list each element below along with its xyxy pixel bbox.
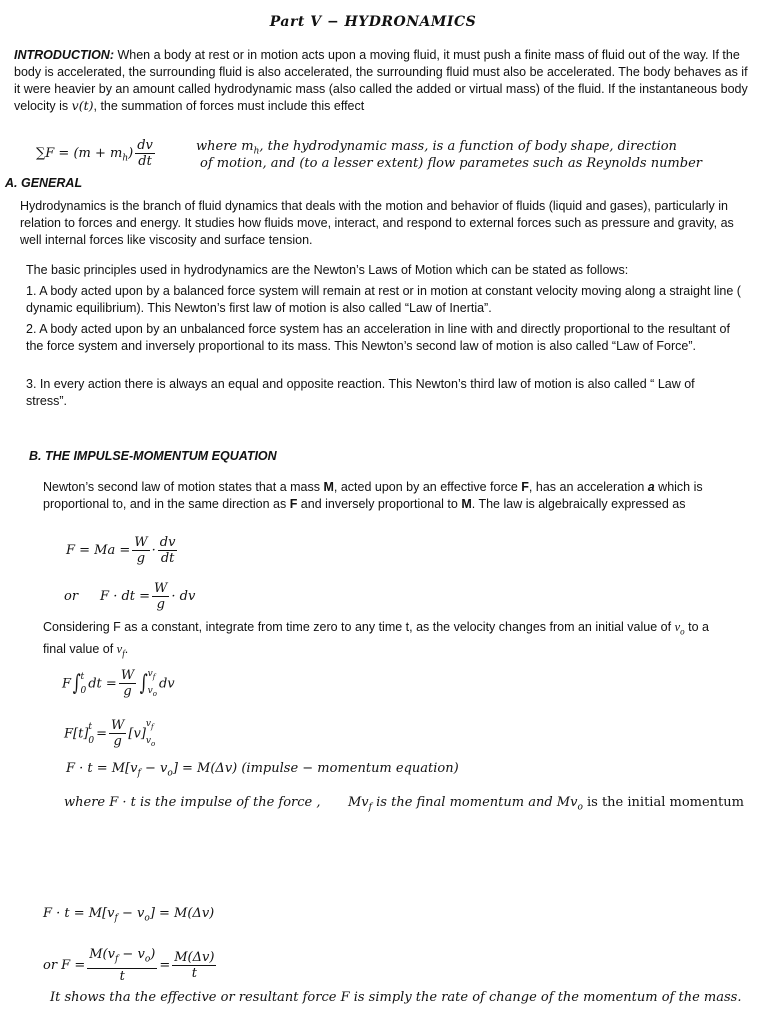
- eq1-fraction: [135, 138, 155, 169]
- intro-text: When a body at rest or in motion acts upon a moving fluid, it must push a finite mass of fluid out of the way. If the body is accelerated, the surrounding fluid is also accelerated, the surrounding fluid must also be accelerated. The body behaves as if it were heavier by an amount called hydrodynamic mass (also called the added or virtual mass) of the fluid. If the instantaneous body velocity is: [14, 48, 748, 113]
- integration-paragraph: [43, 619, 733, 662]
- eq3-num: W: [154, 581, 168, 596]
- eq4-upper2: v: [147, 669, 153, 679]
- intro-velocity: v(t): [71, 98, 94, 113]
- eq2-den1: g: [136, 551, 146, 566]
- eq4-dt: dt =: [88, 676, 117, 692]
- eq5-limits-2: [146, 717, 155, 751]
- eq5-sup2: v: [145, 719, 151, 729]
- eq2-den2: dt: [160, 551, 175, 566]
- eq6-a: F · t = M[v: [66, 761, 138, 776]
- eq8-eq: =: [159, 957, 171, 973]
- eq8-num2: M(Δv): [174, 949, 215, 965]
- where-b-sub: f: [368, 802, 372, 813]
- eq5-fraction: [109, 718, 126, 749]
- eq3-fraction: [152, 581, 169, 612]
- intro-text-end: , the summation of forces must include this effect: [93, 99, 365, 113]
- eq4-F: F: [62, 676, 72, 692]
- where-a: where F · t is the impulse of the force ,: [64, 795, 321, 810]
- eq7-mid: − v: [117, 906, 145, 921]
- eq1-lhs: ∑F = (m + m: [36, 146, 123, 161]
- equation-impulse-momentum: [66, 761, 459, 782]
- equation-force-rate: [43, 947, 218, 984]
- p2-v0-sub: o: [680, 626, 685, 637]
- p2-text-b: to a final value of: [43, 620, 709, 656]
- eq5-den: g: [113, 734, 122, 750]
- eq1-note-line2: of motion, and (to a lesser extent) flow parametes such as Reynolds number: [200, 156, 702, 171]
- eq4-upper2-sub: f: [152, 672, 156, 681]
- law-2: 2. A body acted upon by an unbalanced force system has an acceleration in line with and directly proportional to the resultant of the force system and inversely proportional to its mass. This Newton’s second law of motion is also called “Law of Force”.: [26, 322, 730, 353]
- eq4-lower1: 0: [80, 685, 87, 696]
- eq3-lhs: F · dt =: [100, 589, 151, 604]
- eq2-dot: ·: [151, 543, 156, 558]
- where-c: is the final momentum and Mv: [372, 795, 578, 810]
- law-1: 1. A body acted upon by a balanced force system will remain at rest or in motion at constant velocity moving along a straight line ( dynamic equilibrium). This Newton’s first law of motion is also called “Law of Inertia”.: [26, 284, 741, 315]
- eq8-num1-group: [87, 947, 157, 969]
- eq1-paren: ): [128, 146, 134, 161]
- where-b: Mv: [348, 795, 369, 810]
- page-title: Part V − HYDRONAMICS: [269, 14, 477, 30]
- section-b-heading: B. THE IMPULSE-MOMENTUM EQUATION: [29, 449, 277, 463]
- eq1-num: dv: [137, 138, 153, 153]
- eq8-num1-o: o: [144, 954, 151, 965]
- p1-text-d: which is proportional to, and in the same direction as: [43, 480, 703, 511]
- eq5-limits-1: [88, 720, 94, 748]
- eq6-mid: − v: [140, 761, 168, 776]
- eq8-num1-f: f: [114, 954, 119, 965]
- eq4-upper1: t: [80, 671, 85, 682]
- eq2-lhs: F = Ma =: [66, 543, 131, 558]
- eq4-limits-2: [148, 667, 157, 701]
- eq5-lhs: F[t]: [64, 726, 89, 742]
- eq8-fraction-1: [87, 947, 157, 984]
- p2-v0: v: [674, 620, 681, 634]
- eq5-sub2: v: [145, 735, 151, 746]
- eq5-sub2-sub: o: [151, 739, 156, 748]
- equation-evaluated: [64, 717, 157, 751]
- impulse-definition: [64, 795, 321, 811]
- eq3-or: or: [64, 589, 79, 604]
- eq2-fraction-dv-dt: [158, 535, 178, 566]
- eq7-a: F · t = M[v: [43, 906, 115, 921]
- p1-mass-M2: M: [461, 497, 472, 511]
- eq1-note1: where m: [196, 139, 254, 154]
- eq7-end: ] = M(Δv): [149, 906, 215, 921]
- eq3-rhs: · dv: [171, 589, 196, 604]
- eq6-end: ] = M(Δv) (impulse − momentum equation): [172, 761, 459, 776]
- eq4-den: g: [123, 684, 132, 700]
- law-3: 3. In every action there is always an equal and opposite reaction. This Newton’s third law of motion is also called “ Law of stress”.: [26, 377, 695, 408]
- p1-text-f: . The law is algebraically expressed as: [471, 497, 686, 511]
- eq5-sup: t: [88, 721, 93, 732]
- p2-text-c: .: [124, 641, 129, 656]
- eq4-num: W: [120, 668, 135, 684]
- p1-force-F: F: [521, 480, 529, 494]
- integral-sign-1: ∫: [72, 670, 81, 696]
- p2-text-a: Considering F as a constant, integrate from time zero to any time t, as the velocity changes from an initial value of: [43, 620, 675, 634]
- eq5-rhs: [v]: [128, 726, 146, 742]
- laws-intro: The basic principles used in hydrodynamics are the Newton’s Laws of Motion which can be stated as follows:: [26, 263, 629, 277]
- eq1-note2: , the hydrodynamic mass, is a function of body shape, direction: [259, 139, 677, 154]
- eq8-num1-end: ): [150, 947, 156, 962]
- p2-vf: v: [116, 641, 123, 656]
- eq1-sub: h: [122, 153, 129, 164]
- section-a-paragraph: Hydrodynamics is the branch of fluid dynamics that deals with the motion and behavior of fluids (liquid and gases), particularly in relation to forces and energy. It studies how fluids move, interact, and respond to external forces such as pressure and gravity, as well internal forces like viscosity and surface tension.: [20, 199, 734, 247]
- eq4-lower2: v: [147, 685, 153, 696]
- equation-f-ma: [66, 535, 179, 566]
- equation-impulse-momentum-repeat: [43, 906, 214, 927]
- eq8-den1: t: [119, 968, 125, 984]
- eq2-fraction-w-g: [132, 535, 149, 566]
- where-d: is the initial momentum: [582, 795, 744, 810]
- p1-text-e: and inversely proportional to: [297, 497, 462, 511]
- eq7-o: o: [144, 913, 150, 924]
- p1-text-a: Newton’s second law of motion states that a mass: [43, 480, 324, 494]
- where-c-sub: o: [577, 802, 583, 813]
- eq6-o: o: [167, 768, 173, 779]
- equation-integral: [62, 667, 175, 701]
- eq6-f: f: [137, 768, 141, 779]
- eq2-num1: W: [134, 535, 148, 550]
- eq8-num1: M(v: [89, 947, 115, 962]
- eq5-eq: =: [96, 726, 108, 742]
- intro-label: INTRODUCTION:: [14, 48, 114, 62]
- momentum-definition: [348, 795, 744, 816]
- section-b-paragraph: [43, 479, 733, 513]
- eq1-note-sub: h: [253, 146, 260, 157]
- eq8-lhs: or F =: [43, 957, 86, 973]
- equation-f-dt: [64, 581, 195, 612]
- eq3-den: g: [156, 597, 165, 612]
- eq7-f: f: [114, 913, 118, 924]
- eq5-sub: 0: [88, 735, 95, 746]
- p1-text-b: , acted upon by an effective force: [333, 480, 522, 494]
- eq5-sup2-sub: f: [151, 722, 154, 731]
- eq4-fraction: [119, 668, 136, 699]
- eq1-den: dt: [138, 154, 152, 169]
- eq4-dv: dv: [158, 676, 175, 692]
- eq8-fraction-2: [172, 950, 216, 981]
- eq2-num2: dv: [159, 535, 176, 550]
- eq4-lower2-sub: o: [152, 689, 157, 698]
- eq4-limits-1: [81, 670, 87, 698]
- p1-mass-M: M: [323, 480, 334, 494]
- p2-vf-sub: f: [122, 648, 125, 658]
- p1-accel-a: a: [647, 480, 655, 494]
- eq8-num1-mid: − v: [118, 947, 145, 962]
- eq5-num: W: [111, 718, 125, 734]
- p1-force-F2: F: [289, 497, 298, 511]
- eq8-den2: t: [191, 965, 197, 981]
- intro-paragraph: [14, 47, 756, 115]
- integral-sign-2: ∫: [139, 670, 148, 696]
- section-a-heading: A. GENERAL: [5, 176, 83, 190]
- p1-text-c: , has an acceleration: [528, 480, 648, 494]
- conclusion-text: It shows tha the effective or resultant force F is simply the rate of change of the momentum of the mass.: [50, 990, 742, 1005]
- equation-hydrodynamic-force: [36, 138, 157, 169]
